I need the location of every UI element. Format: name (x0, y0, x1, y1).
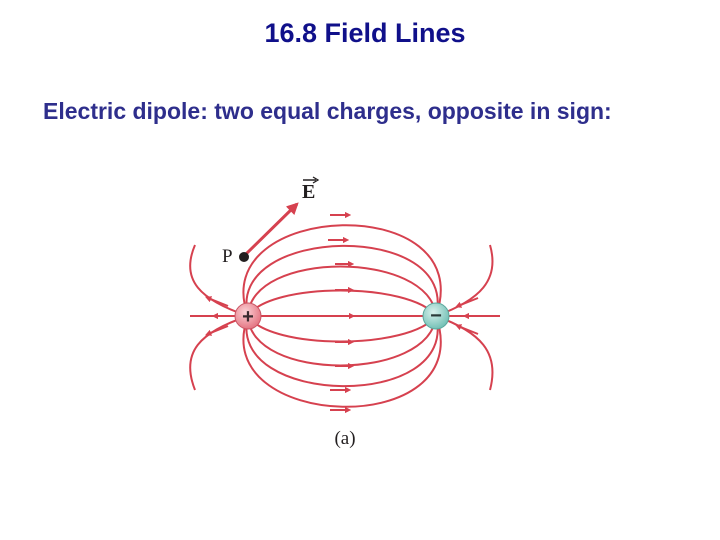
field-line-outer-left-upper-arrow (208, 298, 228, 306)
field-line-outer-right-upper (436, 245, 493, 316)
field-line-lower-4 (243, 316, 440, 407)
field-line-outer-right-lower-arrow (458, 326, 478, 334)
field-line-upper-4 (243, 225, 440, 316)
slide-title: 16.8 Field Lines (264, 18, 466, 48)
negative-charge (423, 303, 449, 329)
field-line-outer-left-lower-arrow (208, 326, 228, 334)
point-p-dot (239, 252, 249, 262)
field-line-upper-1 (248, 291, 436, 317)
field-line-outer-right-lower (436, 316, 493, 390)
diagram-caption: (a) (334, 428, 356, 449)
field-line-lower-1 (248, 316, 436, 342)
positive-charge-symbol: + (242, 306, 254, 328)
field-line-outer-right-upper-arrow (458, 298, 478, 306)
positive-charge (235, 303, 261, 329)
field-line-outer-left-lower (190, 316, 248, 390)
negative-charge-symbol: − (430, 305, 442, 327)
slide-body-text: Electric dipole: two equal charges, opposite in sign: (43, 98, 612, 124)
field-vector-label: E (302, 181, 316, 203)
point-label: P (222, 246, 233, 267)
field-vector-arrow (244, 204, 297, 256)
